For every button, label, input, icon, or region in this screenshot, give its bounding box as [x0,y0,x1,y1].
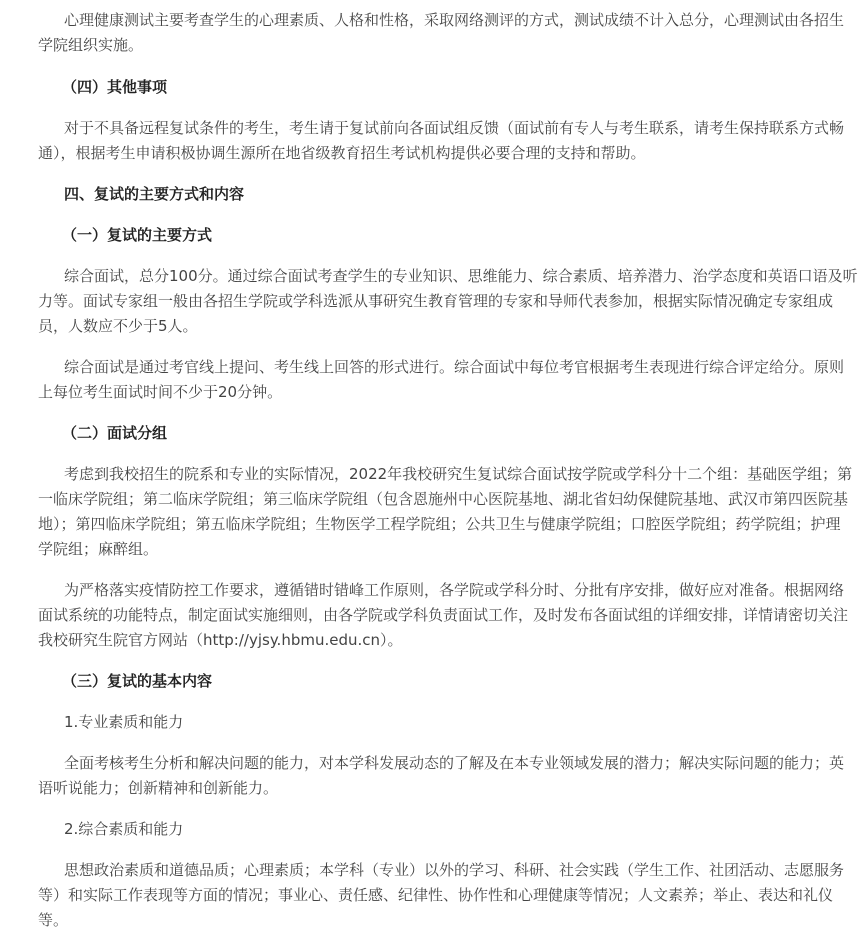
paragraph-line: 面试系统的功能特点，制定面试实施细则，由各学院或学科负责面试工作，及时发布各面试组的详细安排，详情请密切关注 [38,606,849,624]
paragraph-line: 心理健康测试主要考查学生的心理素质、人格和性格，采取网络测评的方式，测试成绩不计入总分，心理测试由各招生 [64,11,845,29]
section-heading: （三）复试的基本内容 [62,672,213,690]
paragraph-line: 上每位考生面试时间不少于20分钟。 [38,383,283,401]
paragraph-line: 地）；第四临床学院组；第五临床学院组；生物医学工程学院组；公共卫生与健康学院组；口腔医学院组；药学院组；护理 [38,515,841,533]
section-heading: （一）复试的主要方式 [62,226,213,244]
paragraph-line: 语听说能力；创新精神和创新能力。 [38,779,279,797]
paragraph-line: 综合面试是通过考官线上提问、考生线上回答的形式进行。综合面试中每位考官根据考生表现进行综合评定给分。原则 [64,358,845,376]
paragraph-line: 我校研究生院官方网站（http://yjsy.hbmu.edu.cn）。 [38,631,403,649]
paragraph-line: 员，人数应不少于5人。 [38,317,198,335]
paragraph-line: 思想政治素质和道德品质；心理素质；本学科（专业）以外的学习、科研、社会实践（学生工作、社团活动、志愿服务 [64,861,845,879]
paragraph-line: 全面考核考生分析和解决问题的能力，对本学科发展动态的了解及在本专业领域发展的潜力；解决实际问题的能力；英 [64,754,845,772]
paragraph-line: 等）和实际工作表现等方面的情况；事业心、责任感、纪律性、协作性和心理健康等情况；人文素养；举止、表达和礼仪 [38,886,834,904]
paragraph-line: 等。 [38,911,69,929]
paragraph-line: 力等。面试专家组一般由各招生学院或学科选派从事研究生教育管理的专家和导师代表参加，根据实际情况确定专家组成 [38,292,834,310]
subsection-label: 2.综合素质和能力 [64,820,184,838]
paragraph-line: 对于不具备远程复试条件的考生，考生请于复试前向各面试组反馈（面试前有专人与考生联系，请考生保持联系方式畅 [64,119,845,137]
subsection-label: 1.专业素质和能力 [64,713,184,731]
paragraph-line: 为严格落实疫情防控工作要求，遵循错时错峰工作原则，各学院或学科分时、分批有序安排，做好应对准备。根据网络 [64,581,845,599]
paragraph-line: 通），根据考生申请积极协调生源所在地省级教育招生考试机构提供必要合理的支持和帮助。 [38,144,646,162]
paragraph-line: 综合面试，总分100分。通过综合面试考查学生的专业知识、思维能力、综合素质、培养潜力、治学态度和英语口语及听 [64,267,858,285]
paragraph-line: 学院组织实施。 [38,36,144,54]
paragraph-line: 考虑到我校招生的院系和专业的实际情况，2022年我校研究生复试综合面试按学院或学科分十二个组：基础医学组；第 [64,465,853,483]
section-heading: （四）其他事项 [62,78,168,96]
section-heading: （二）面试分组 [62,424,168,442]
paragraph-line: 一临床学院组；第二临床学院组；第三临床学院组（包含恩施州中心医院基地、湖北省妇幼保健院基地、武汉市第四医院基 [38,490,849,508]
section-heading: 四、复试的主要方式和内容 [64,185,245,203]
paragraph-line: 学院组；麻醉组。 [38,540,159,558]
